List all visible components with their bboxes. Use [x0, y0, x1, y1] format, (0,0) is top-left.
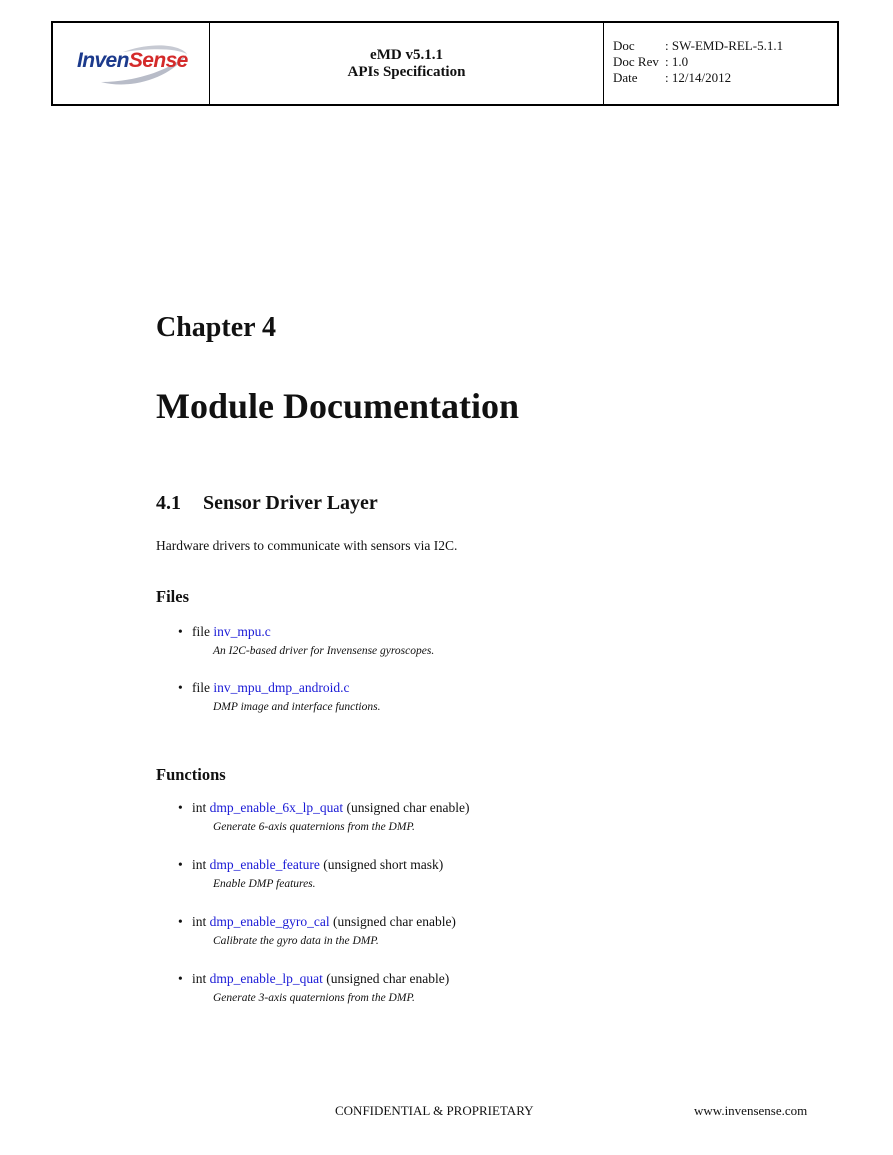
bullet-icon: • — [178, 914, 183, 929]
section-number: 4.1 — [156, 492, 181, 514]
bullet-icon: • — [178, 800, 183, 815]
function-description: Generate 6-axis quaternions from the DMP. — [213, 821, 415, 833]
function-link-dmp-enable-6x-lp-quat[interactable]: dmp_enable_6x_lp_quat — [209, 800, 344, 815]
doc-meta — [604, 23, 837, 104]
doc-title-line1: eMD v5.1.1 — [370, 46, 443, 63]
meta-date: Date : 12/14/2012 — [613, 70, 732, 85]
footer-website: www.invensense.com — [694, 1103, 808, 1118]
doc-title-line2: APIs Specification — [347, 63, 466, 80]
section-heading — [156, 492, 378, 515]
chapter-heading: Chapter 4 — [156, 312, 277, 343]
bullet-icon: • — [178, 857, 183, 872]
bullet-icon: • — [178, 624, 183, 639]
function-description: Enable DMP features. — [213, 878, 316, 890]
file-link-inv-mpu[interactable]: inv_mpu.c — [213, 624, 271, 639]
function-item: • int dmp_enable_gyro_cal (unsigned char enable) Calibrate the gyro data in the DMP. — [178, 914, 456, 947]
meta-doc: Doc : SW-EMD-REL-5.1.1 — [613, 38, 784, 53]
file-link-inv-mpu-dmp-android[interactable]: inv_mpu_dmp_android.c — [213, 680, 350, 695]
function-item: • int dmp_enable_6x_lp_quat (unsigned char enable) Generate 6-axis quaternions from the DMP. — [178, 800, 470, 833]
meta-doc-rev: Doc Rev : 1.0 — [613, 54, 689, 69]
section-title: Sensor Driver Layer — [203, 492, 378, 514]
logo-cell — [53, 23, 210, 104]
function-description: Calibrate the gyro data in the DMP. — [213, 935, 379, 947]
function-description: Generate 3-axis quaternions from the DMP. — [213, 992, 415, 1004]
doc-title — [210, 23, 604, 104]
function-item: • int dmp_enable_lp_quat (unsigned char enable) Generate 3-axis quaternions from the DMP. — [178, 971, 450, 1004]
file-description: An I2C-based driver for Invensense gyroscopes. — [213, 645, 435, 657]
function-link-dmp-enable-feature[interactable]: dmp_enable_feature — [209, 857, 320, 872]
module-title: Module Documentation — [156, 386, 519, 426]
bullet-icon: • — [178, 680, 183, 695]
footer-confidential: CONFIDENTIAL & PROPRIETARY — [335, 1103, 534, 1118]
file-item: • file inv_mpu.c An I2C-based driver for Invensense gyroscopes. — [178, 624, 435, 657]
file-description: DMP image and interface functions. — [213, 701, 381, 713]
section-intro: Hardware drivers to communicate with sensors via I2C. — [156, 538, 458, 553]
page-header — [51, 21, 839, 106]
bullet-icon: • — [178, 971, 183, 986]
functions-heading: Functions — [156, 765, 226, 784]
function-item: • int dmp_enable_feature (unsigned short mask) Enable DMP features. — [178, 857, 444, 890]
logo: InvenSense — [77, 49, 188, 72]
function-link-dmp-enable-lp-quat[interactable]: dmp_enable_lp_quat — [209, 971, 323, 986]
file-item: • file inv_mpu_dmp_android.c DMP image and interface functions. — [178, 680, 381, 713]
files-heading: Files — [156, 587, 189, 606]
function-link-dmp-enable-gyro-cal[interactable]: dmp_enable_gyro_cal — [209, 914, 330, 929]
